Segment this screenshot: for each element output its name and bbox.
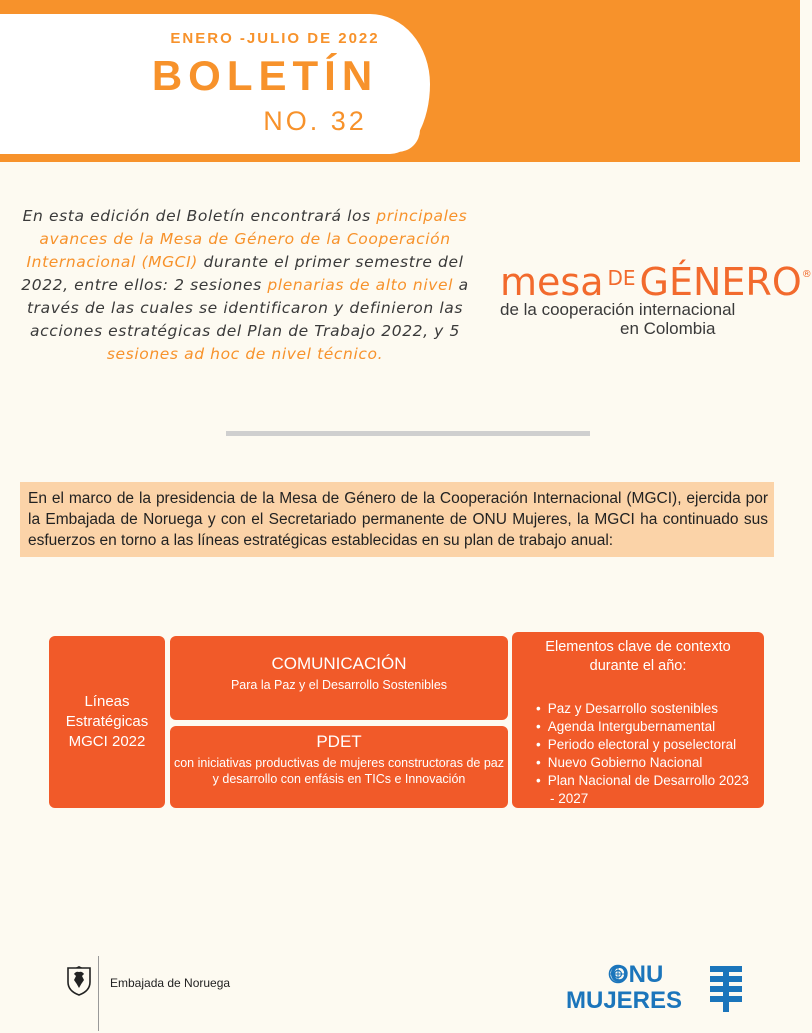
elementos-list xyxy=(522,700,754,808)
intro-highlight-2: plenarias de alto nivel xyxy=(267,276,454,294)
pdet-box xyxy=(170,726,508,808)
section-divider xyxy=(226,431,590,436)
pdet-text: con iniciativas productivas de mujeres constructoras de paz y desarrollo con enfásis en TICs e Innovación xyxy=(173,756,505,786)
context-paragraph: En el marco de la presidencia de la Mesa de Género de la Cooperación Internacional (MGCI), ejercida por la Embajada de Noruega y con el Secretariado permanente de ONU Mujeres, la MGCI ha continuado sus esfuerzos en torno a las líneas estratégicas establecidas en su plan de trabajo anual: xyxy=(20,482,774,557)
elementos-clave-box xyxy=(512,632,764,808)
mujeres-text: MUJERES xyxy=(566,987,683,1014)
coat-of-arms-icon xyxy=(66,964,92,996)
onu-mujeres-wordmark xyxy=(562,962,682,1014)
list-item: • Nuevo Gobierno Nacional xyxy=(536,754,754,772)
comunicacion-box xyxy=(170,636,508,720)
logo-subtitle-2: en Colombia xyxy=(620,319,716,338)
logo-subtitle-1: de la cooperación internacional xyxy=(500,300,736,319)
onu-mujeres-logo xyxy=(562,962,772,1022)
embajada-text: Embajada de Noruega xyxy=(110,976,231,990)
intro-text-1: En esta edición del Boletín encontrará los xyxy=(22,207,371,225)
intro-paragraph xyxy=(20,205,470,366)
comunicacion-text: Para la Paz y el Desarrollo Sostenibles xyxy=(230,678,448,692)
list-item: • Plan Nacional de Desarrollo 2023 - 2027 xyxy=(536,772,754,808)
lineas-label: Líneas Estratégicas MGCI 2022 xyxy=(65,693,149,750)
bulletin-title: BOLETÍN xyxy=(151,52,379,99)
mesa-de-genero-logo xyxy=(500,255,812,338)
issue-number: NO. 32 xyxy=(263,106,367,136)
logo-wordmark xyxy=(500,255,812,304)
logo-registered: ® xyxy=(801,269,812,280)
logo-genero: GÉNERO xyxy=(639,260,802,304)
list-item: • Paz y Desarrollo sostenibles xyxy=(536,700,754,718)
intro-highlight-1: principales avances de la Mesa de Género de la Cooperación Internacional (MGCI) xyxy=(26,207,468,271)
onu-text: ONU xyxy=(610,961,664,988)
embajada-divider xyxy=(98,956,99,1031)
pdet-title: PDET xyxy=(316,732,362,751)
intro-text-3: a través de las cuales se identificaron y definieron las acciones estratégicas del Plan de Trabajo 2022, y 5 xyxy=(26,276,469,340)
logo-mesa: mesa xyxy=(500,260,604,304)
women-symbol-icon xyxy=(708,964,744,1014)
header-banner xyxy=(0,0,800,162)
lineas-estrategicas-box xyxy=(49,636,165,808)
issue-dates: ENERO -JULIO DE 2022 xyxy=(170,30,380,47)
list-item: • Agenda Intergubernamental xyxy=(536,718,754,736)
intro-text-2: durante el primer semestre del 2022, entre ellos: 2 sesiones xyxy=(21,253,464,294)
logo-de: DE xyxy=(607,266,636,290)
comunicacion-title: COMUNICACIÓN xyxy=(271,654,407,673)
intro-highlight-3: sesiones ad hoc de nivel técnico. xyxy=(106,345,384,363)
list-item: • Periodo electoral y poselectoral xyxy=(536,736,754,754)
elementos-title: Elementos clave de contexto durante el año: xyxy=(545,639,731,674)
